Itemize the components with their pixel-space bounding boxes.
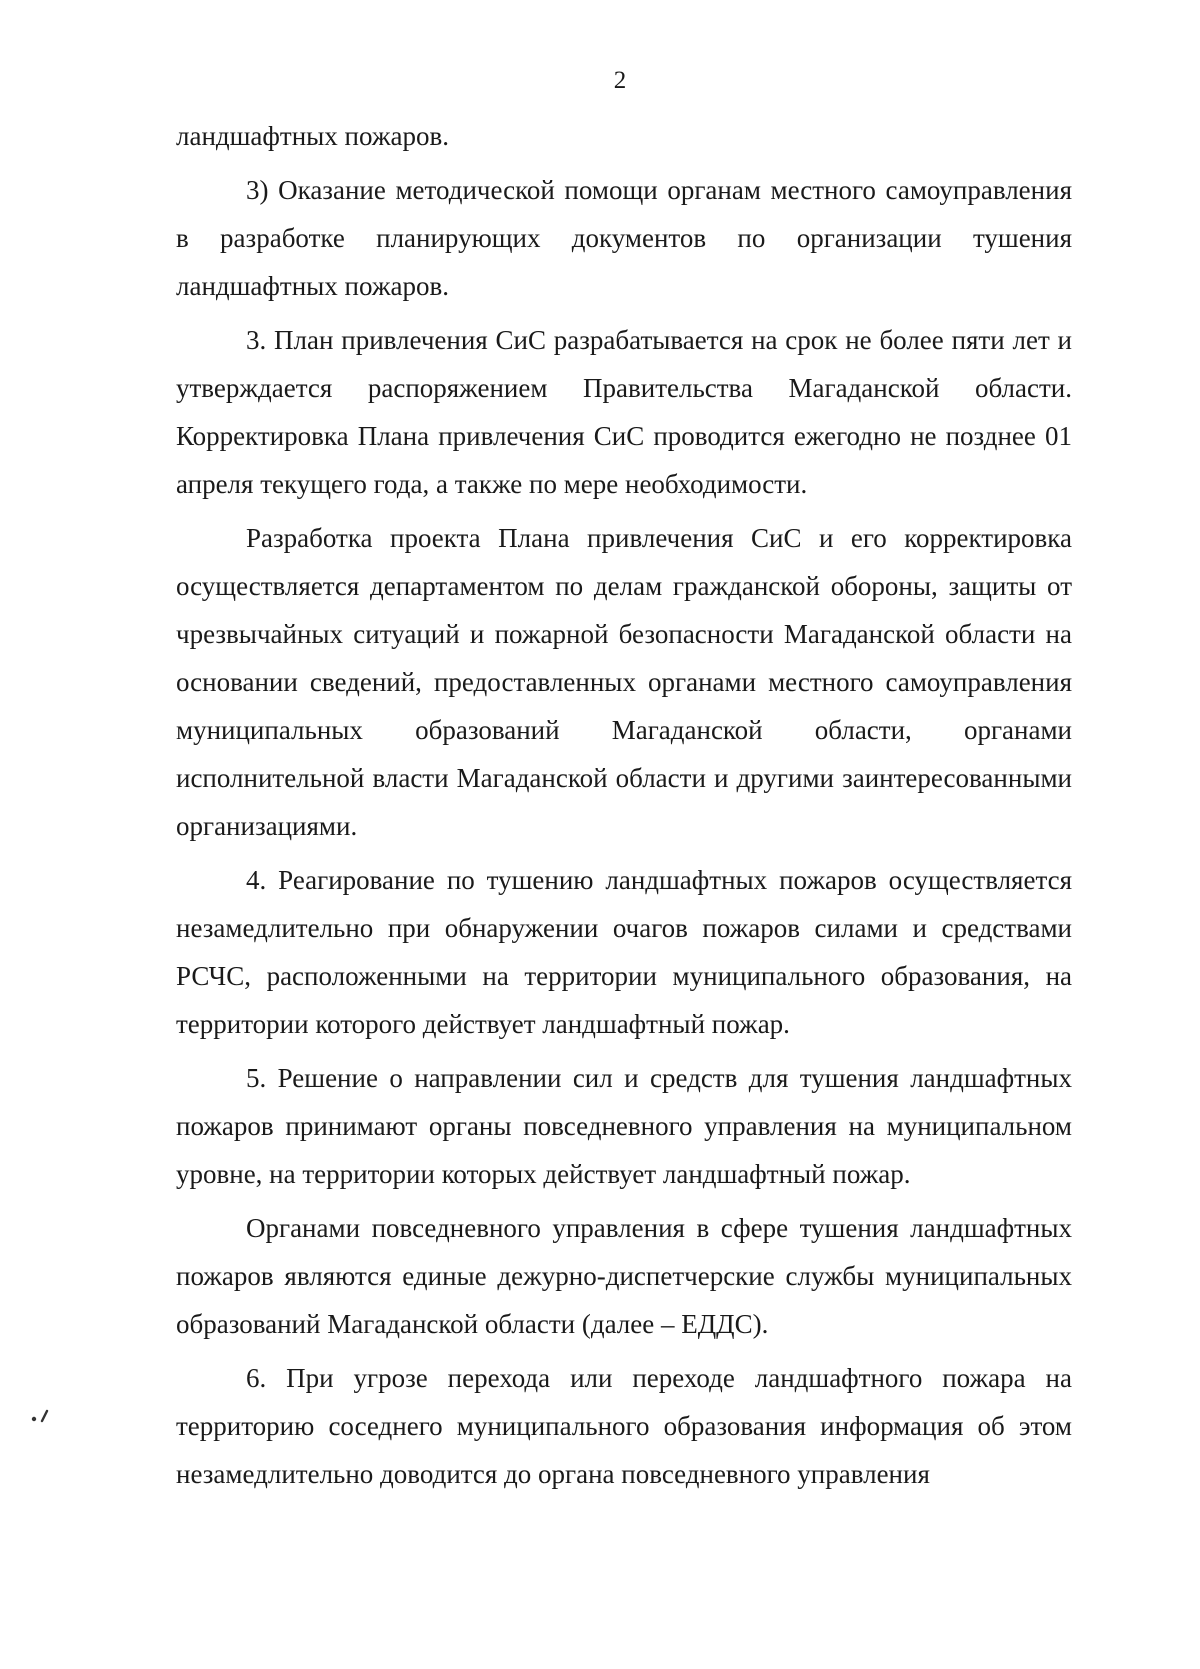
paragraph-8: 6. При угрозе перехода или переходе ландшафтного пожара на территорию соседнего муниципального образования информация об этом незамедлительно доводится до органа повседневного управления xyxy=(176,1363,1072,1489)
paragraph-1: ландшафтных пожаров. xyxy=(176,121,449,151)
scan-artifact-mark xyxy=(30,1408,52,1424)
paragraph-7: Органами повседневного управления в сфере тушения ландшафтных пожаров являются единые дежурно-диспетчерские службы муниципальных образований Магаданской области (далее – ЕДДС). xyxy=(176,1213,1072,1339)
document-body xyxy=(176,112,1072,1498)
paragraph-6: 5. Решение о направлении сил и средств для тушения ландшафтных пожаров принимают органы повседневного управления на муниципальном уровне, на территории которых действует ландшафтный пожар. xyxy=(176,1063,1072,1189)
paragraph-4: Разработка проекта Плана привлечения СиС и его корректировка осуществляется департаментом по делам гражданской обороны, защиты от чрезвычайных ситуаций и пожарной безопасности Магаданской области на основании сведений, предоставленных органами местного самоуправления муниципальных образований Магаданской области, органами исполнительной власти Магаданской области и другими заинтересованными организациями. xyxy=(176,523,1072,841)
paragraph-2: 3) Оказание методической помощи органам местного самоуправления в разработке планирующих документов по организации тушения ландшафтных пожаров. xyxy=(176,175,1072,301)
page-number: 2 xyxy=(613,67,627,94)
paragraph-5: 4. Реагирование по тушению ландшафтных пожаров осуществляется незамедлительно при обнаружении очагов пожаров силами и средствами РСЧС, расположенными на территории муниципального образования, на территории которого действует ландшафтный пожар. xyxy=(176,865,1072,1039)
paragraph-3: 3. План привлечения СиС разрабатывается на срок не более пяти лет и утверждается распоряжением Правительства Магаданской области. Корректировка Плана привлечения СиС проводится ежегодно не позднее 01 апреля текущего года, а также по мере необходимости. xyxy=(176,325,1072,499)
